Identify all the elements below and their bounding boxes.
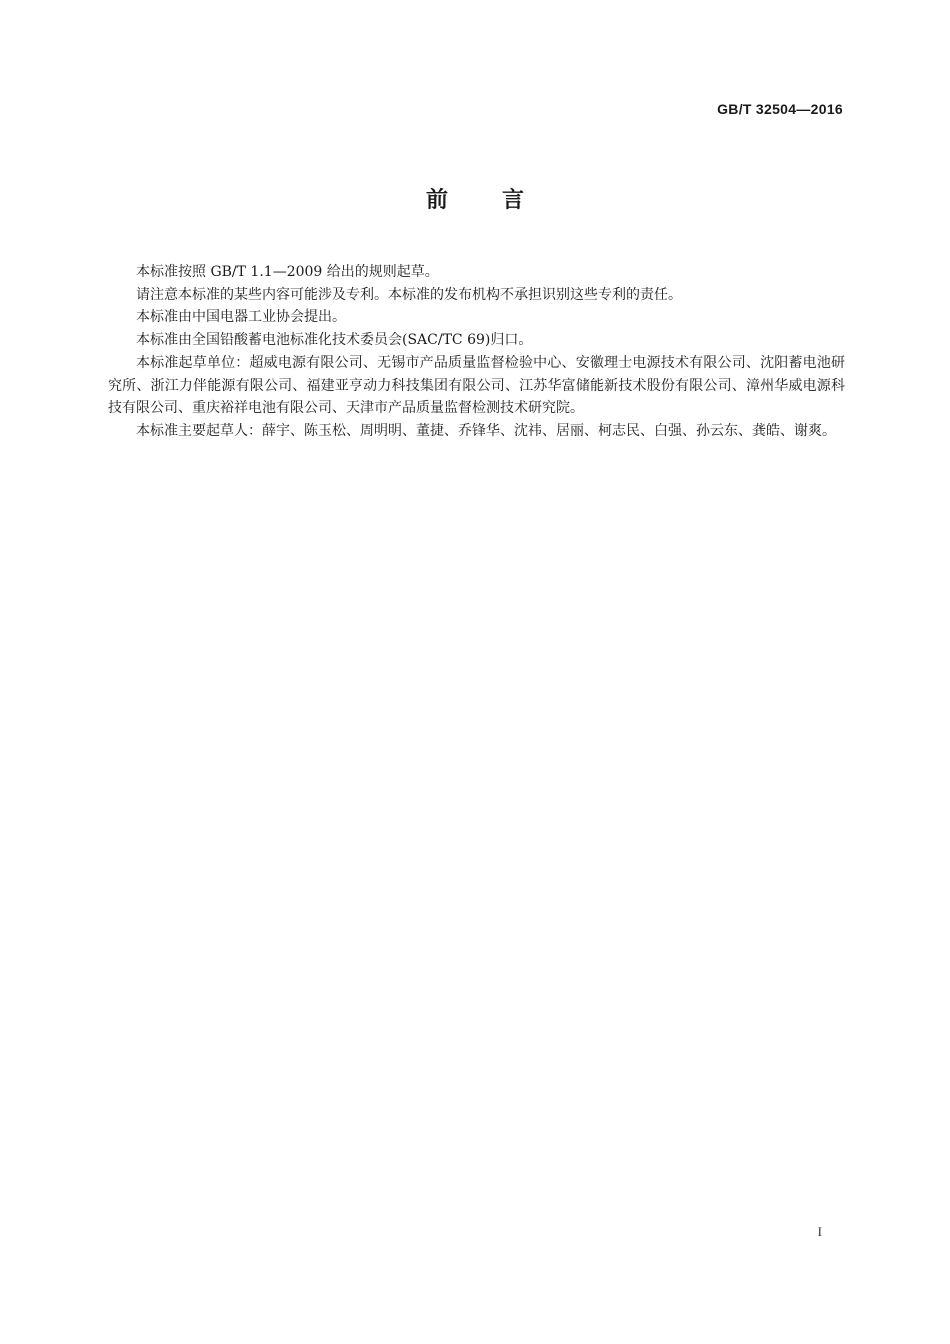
- page-number: I: [817, 1224, 822, 1239]
- paragraph-technical-committee: 本标准由全国铅酸蓄电池标准化技术委员会(SAC/TC 69)归口。: [136, 332, 533, 349]
- paragraph-proposer: 本标准由中国电器工业协会提出。: [136, 309, 346, 326]
- paragraph-drafting-units: 本标准起草单位：超威电源有限公司、无锡市产品质量监督检验中心、安徽理士电源技术有限公司、沈阳蓄电池研究所、浙江力伴能源有限公司、福建亚亨动力科技集团有限公司、江苏华富储能新技术股份有限公司、漳州华威电源科技有限公司、重庆裕祥电池有限公司、天津市产品质量监督检测技术研究院。: [108, 354, 845, 417]
- standard-code: GB/T 32504—2016: [717, 101, 843, 117]
- page-title: 前言: [425, 188, 578, 213]
- foreword-body: [108, 261, 845, 443]
- paragraph-drafting-rules: 本标准按照 GB/T 1.1—2009 给出的规则起草。: [136, 264, 439, 280]
- paragraph-patent-notice: 请注意本标准的某些内容可能涉及专利。本标准的发布机构不承担识别这些专利的责任。: [136, 286, 682, 303]
- paragraph-drafters: 本标准主要起草人：薛宇、陈玉松、周明明、董捷、乔锋华、沈祎、居丽、柯志民、白强、孙云东、龚皓、谢爽。: [136, 422, 836, 439]
